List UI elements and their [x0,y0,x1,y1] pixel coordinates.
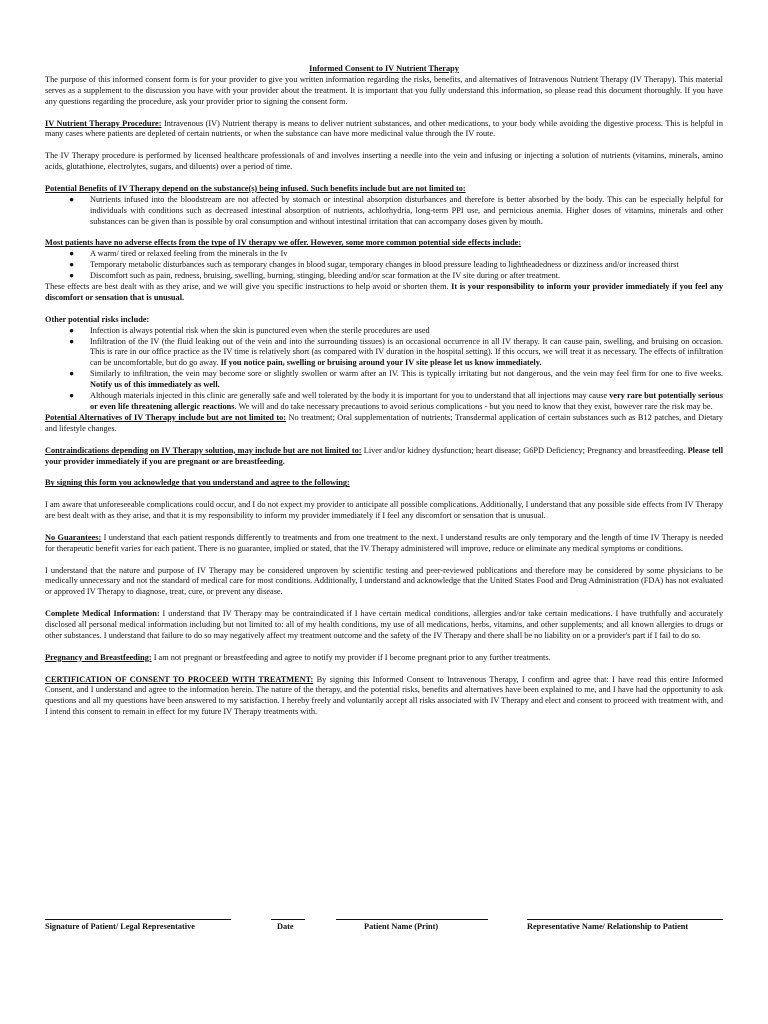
intro-paragraph: The purpose of this informed consent form is for your provider to give you written information regarding the risks, benefits, and alternatives of Intravenous Nutrient Therapy (IV Therapy). This material serves as a supplement to the discussion you have with your provider about the treatment. It is important that you fully understand this information, so please read this document thoroughly. If you have any questions regarding the procedure, ask your provider prior to signing the consent form. [45,74,723,106]
list-item: ● Infection is always potential risk when the skin is punctured even when the sterile procedures are used [69,325,430,335]
list-item: ● Although materials injected in this clinic are generally safe and well tolerated by the body it is important for you to understand that all injections may cause very rare but potentially serious or even life threatening allergic reactions. We will and do take necessary precautions to avoid serious complications - but you need to know that they exist, however rare the risk may be. [69,391,724,412]
benefits-list [45,195,723,228]
patient-signature-line[interactable] [45,919,231,920]
pregnancy-heading: Pregnancy and Breastfeeding: [45,652,152,662]
pregnancy-paragraph: Pregnancy and Breastfeeding: I am not pregnant or breastfeeding and agree to notify my provider if I become pregnant prior to any further treatments. [45,652,551,662]
certification-paragraph: CERTIFICATION OF CONSENT TO PROCEED WITH TREATMENT: By signing this Informed Consent to Intravenous Therapy, I confirm and agree that: I have read this entire Informed Consent, and I understand and agree to the information herein. The nature of the therapy, and the potential risks, benefits and alternatives have been explained to me, and I have had the opportunity to ask questions and all my questions have been answered to my satisfaction. I hereby freely and voluntarily accept all risks associated with IV Therapy and elect and consent to proceed with treatment with, and I intend this consent to remain in effect for my future IV Therapy treatments with. [45,674,723,717]
aware-paragraph: I am aware that unforeseeable complications could occur, and I do not expect my provider to anticipate all possible complications. Additionally, I understand that any possible side effects from IV Therapy are best dealt with as they arise, and that it is my responsibility to inform my provider immediately if I feel any discomfort or sensation that is unusual. [45,500,723,521]
date-line[interactable] [271,919,305,920]
contraindications-heading: Contraindications depending on IV Therapy solution, may include but are not limited to: [45,445,362,455]
list-item: ● Discomfort such as pain, redness, bruising, swelling, burning, stinging, bleeding and/or scar formation at the IV site during or after treatment. [69,271,561,281]
contraindications-paragraph: Contraindications depending on IV Therapy solution, may include but are not limited to: Liver and/or kidney dysfunction; heart disease; G6PD Deficiency; Pregnancy and breastfeeding. Please tell your provider immediately if you are pregnant or are breastfeeding. [45,445,723,466]
alternatives-heading: Potential Alternatives of IV Therapy include but are not limited to: [45,412,287,422]
benefits-heading: Potential Benefits of IV Therapy depend on the substance(s) being infused. Such benefits include but are not limited to: [45,183,466,193]
performed-paragraph: The IV Therapy procedure is performed by licensed healthcare professionals of and involves inserting a needle into the vein and infusing or injecting a solution of nutrients (vitamins, minerals, amino acids, glutathione, electrolytes, sugars, and diluents) over a period of time. [45,151,723,172]
side-effects-heading: Most patients have no adverse effects from the type of IV therapy we offer. However, some more common potential side effects include: [45,238,522,248]
bullet-icon: ● [69,369,75,379]
no-guarantees-heading: No Guarantees: [45,532,102,542]
side-effects-note: These effects are best dealt with as they arise, and we will give you specific instructions to help avoid or shorten them. It is your responsibility to inform your provider immediately if you feel any discomfort or sensation that is unusual. [45,282,723,302]
other-risks-list [45,326,723,413]
list-item: ● A warm/ tired or relaxed feeling from the minerals in the Iv [69,249,288,259]
representative-name-label: Representative Name/ Relationship to Patient [527,922,689,931]
medical-info-heading: Complete Medical Information: [45,609,160,619]
procedure-heading: IV Nutrient Therapy Procedure: [45,118,162,128]
bullet-icon: ● [69,325,75,335]
certification-heading: CERTIFICATION OF CONSENT TO PROCEED WITH TREATMENT: [45,674,314,684]
procedure-paragraph: IV Nutrient Therapy Procedure: Intravenous (IV) Nutrient therapy is means to deliver nutrient substances, and other medications, to your body while avoiding the digestive process. This is helpful in many cases where patients are depleted of certain nutrients, or when the substance can have more medicinal value through the IV route. [45,118,723,139]
acknowledge-heading: By signing this form you acknowledge that you understand and agree to the following: [45,478,350,488]
other-risks-heading: Other potential risks include: [45,314,150,324]
patient-name-line[interactable] [336,919,488,920]
representative-name-line[interactable] [527,919,723,920]
bullet-icon: ● [69,249,75,259]
patient-signature-label: Signature of Patient/ Legal Representative [45,922,195,931]
list-item: ● Nutrients infused into the bloodstream are not affected by stomach or intestinal absorption disturbances and therefore is better absorbed by the body. This can be especially helpful for individuals with conditions such as decreased intestinal absorption of nutrients, achlorhydria, long-term PPI use, and pernicious anemia. Higher doses of vitamins, minerals and other substances can be given than is possible by oral consumption and without intestinal irritation that can accompany doses given by mouth. [69,194,723,226]
patient-name-label: Patient Name (Print) [364,922,439,931]
bullet-icon: ● [69,260,75,270]
bullet-icon: ● [69,336,75,346]
bullet-icon: ● [69,194,75,204]
side-effects-list [45,249,723,282]
signature-block [45,913,723,937]
list-item: ● Similarly to infiltration, the vein may become sore or slightly swollen or warm after an IV. This is typically irritating but not dangerous, and the vein may feel firm for one to five weeks. Notify us of this immediately as well. [69,369,723,390]
no-guarantees-paragraph: No Guarantees: I understand that each patient responds differently to treatments and from one treatment to the next. I understand results are only temporary and the length of time IV Therapy is needed for therapeutic benefit varies for each patient. There is no guarantee, implied or stated, that the IV Therapy administered will improve, reduce or eliminate any medical symptoms or conditions. [45,532,724,553]
alternatives-paragraph: Potential Alternatives of IV Therapy include but are not limited to: No treatment; Oral supplementation of nutrients; Transdermal application of certain substances such as B12 patches, and Dietary and lifestyle changes. [45,412,723,433]
medical-info-paragraph: Complete Medical Information: I understand that IV Therapy may be contraindicated if I have certain medical conditions, allergies and/or take certain medications. I have truthfully and accurately disclosed all personal medical information including but not limited to: all of my health conditions, my use of all medications, herbs, vitamins, and other supplements; and all known allergies to drugs or other substances. I understand that failure to do so may negatively affect my treatment outcome and the safety of the IV Therapy and there shall be no liability on or a provider's part if I fail to do so. [45,609,723,640]
list-item: ● Temporary metabolic disturbances such as temporary changes in blood sugar, temporary changes in blood pressure leading to lightheadedness or dizziness and/or increased thirst [69,260,679,270]
unproven-paragraph: I understand that the nature and purpose of IV Therapy may be considered unproven by scientific testing and peer-reviewed publications and therefore may be considered by some physicians to be medically unnecessary and not the standard of medical care for most conditions. Additionally, I understand and acknowledge that the United States Food and Drug Administration (FDA) has not evaluated or approved IV Therapy to diagnose, treat, cure, or prevent any disease. [45,565,723,597]
date-label: Date [277,922,294,931]
bullet-icon: ● [69,391,75,401]
bullet-icon: ● [69,271,75,281]
document-title: Informed Consent to IV Nutrient Therapy [309,64,459,73]
list-item: ● Infiltration of the IV (the fluid leaking out of the vein and into the surrounding tissues) is an occasional occurrence in all IV therapy. It can cause pain, swelling, and bruising on occasion. This is rare in our office practice as the IV time is relatively short (as compared with IV duration in the hospital setting). If this occurs, we will treat it as necessary. The effects of infiltration can be uncomfortable, but do go away. If you notice pain, swelling or bruising around your IV site please let us know immediately. [69,336,723,368]
